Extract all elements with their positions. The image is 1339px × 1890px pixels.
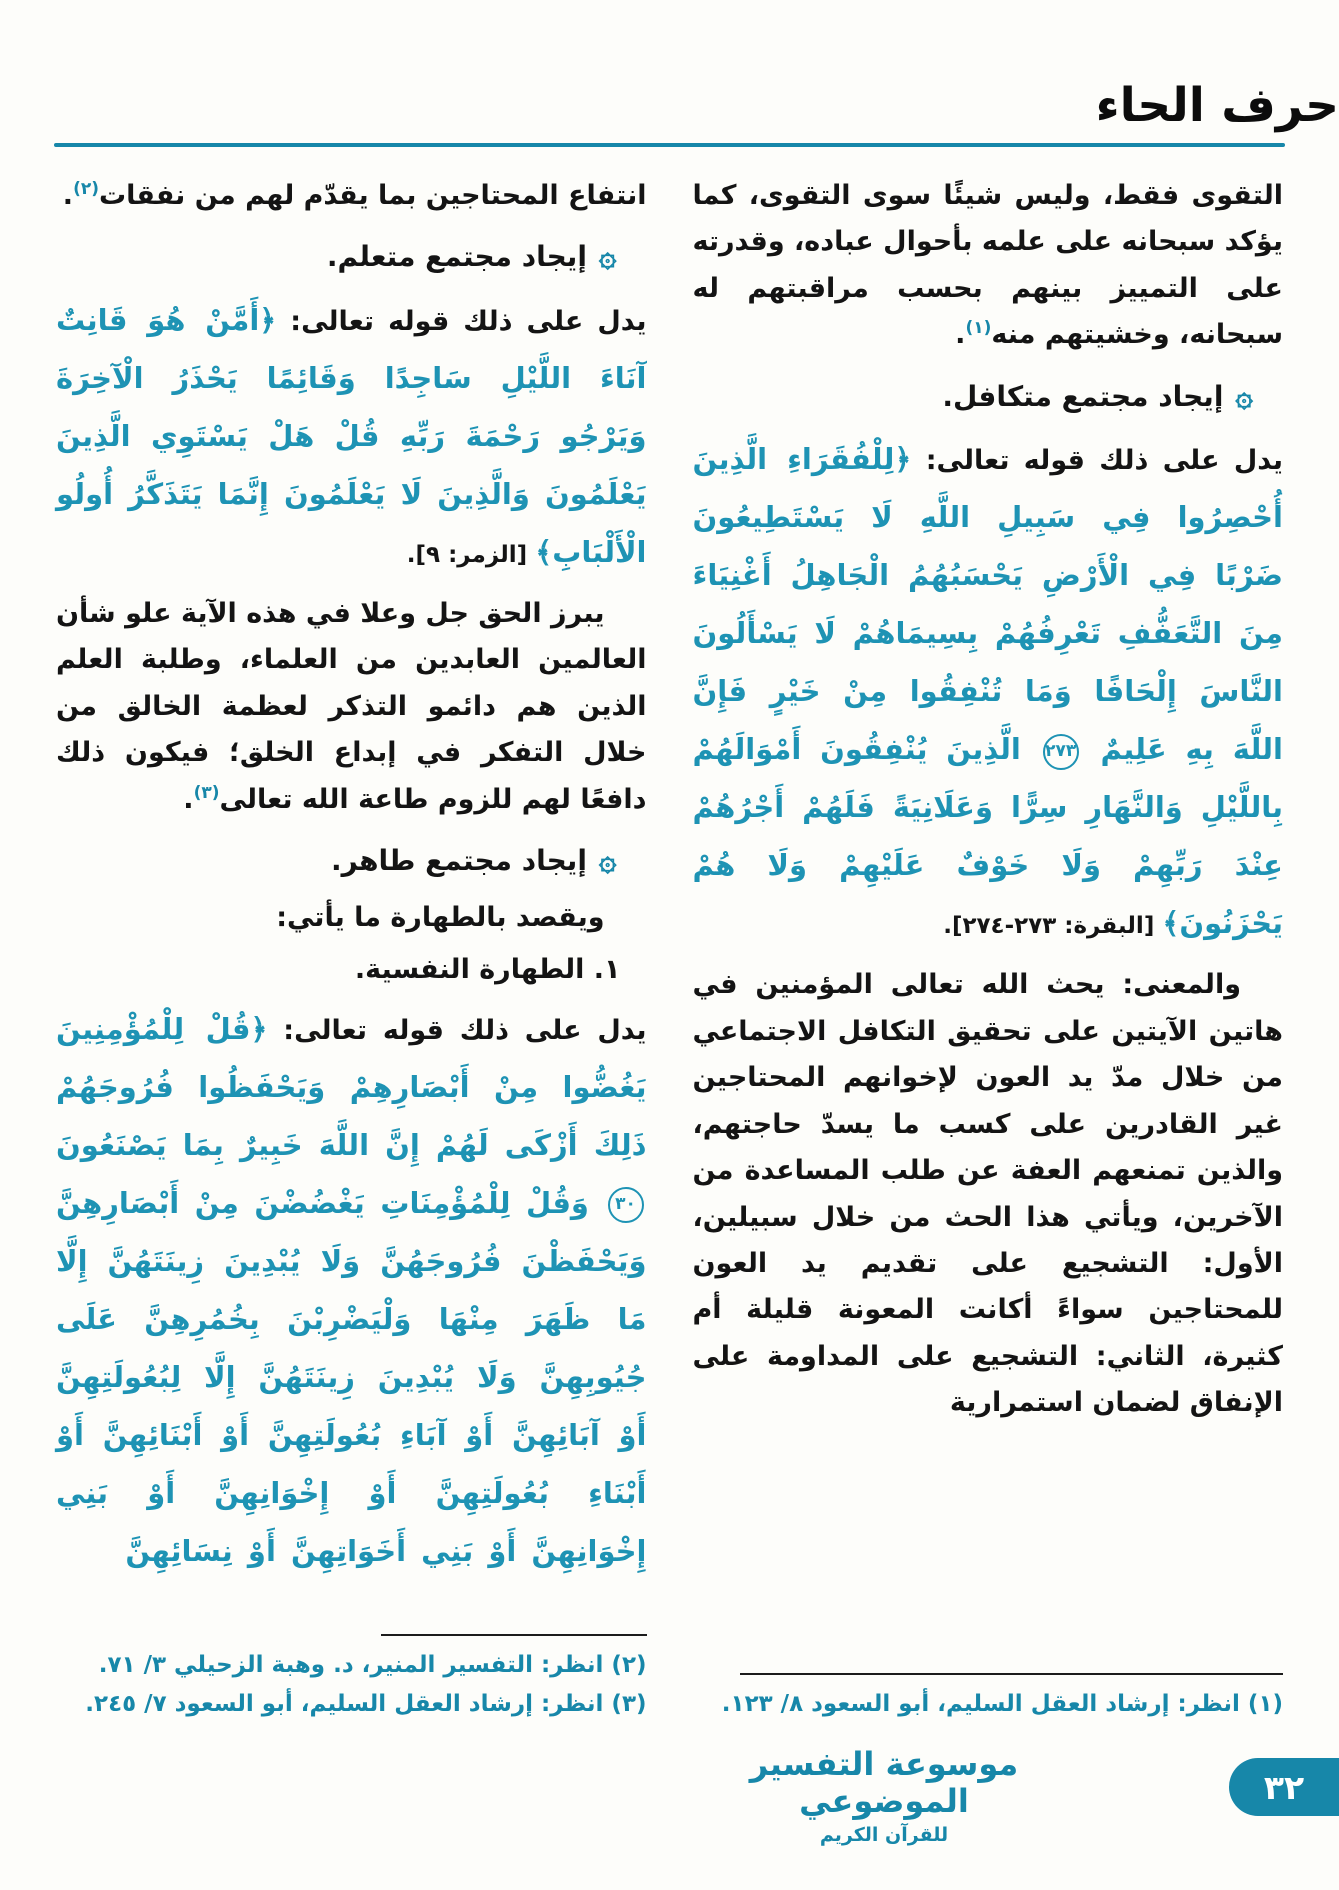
quran-block xyxy=(693,430,1284,952)
paragraph-block xyxy=(56,173,647,219)
paragraph-block xyxy=(56,895,647,941)
quran-verse-text: الَّذِينَ يُنْفِقُونَ أَمْوَالَهُمْ بِاللَّيْلِ وَالنَّهَارِ سِرًّا وَعَلَانِيَةً فَلَهُمْ أَجْرُهُمْ عِنْدَ رَبِّهِمْ وَلَا خَوْفٌ عَلَيْهِمْ وَلَا هُمْ يَحْزَنُونَ﴾ xyxy=(692,732,1283,941)
footnotes-right xyxy=(693,1673,1284,1728)
column-right xyxy=(693,173,1284,1728)
rub-el-hizb-ornament-icon: ۞ xyxy=(1235,378,1253,414)
footnotes-left xyxy=(56,1634,647,1728)
subheading-text: ١. الطهارة النفسية. xyxy=(354,954,621,986)
footnote-ref: (٣) xyxy=(193,782,220,803)
footnote-separator xyxy=(381,1634,647,1636)
chapter-title: حرف الحاء xyxy=(1095,78,1339,133)
quran-block xyxy=(56,1000,647,1580)
heading-text: إيجاد مجتمع طاهر. xyxy=(331,844,587,878)
subheading-block xyxy=(56,947,647,993)
heading-block xyxy=(693,371,1284,423)
page-header xyxy=(0,0,1339,147)
publisher-seal xyxy=(747,1746,1021,1846)
page-number-badge xyxy=(1229,1758,1339,1816)
column-left xyxy=(56,173,647,1728)
quran-verse-text: ﴿أَمَّنْ هُوَ قَانِتٌ آنَاءَ اللَّيْلِ سَاجِدًا وَقَائِمًا يَحْذَرُ الْآخِرَةَ وَيَرْجُو رَحْمَةَ رَبِّهِ قُلْ هَلْ يَسْتَوِي الَّذِينَ يَعْلَمُونَ وَالَّذِينَ لَا يَعْلَمُونَ إِنَّمَا يَتَذَكَّرُ أُولُو الْأَلْبَابِ﴾ xyxy=(56,303,647,570)
text-columns xyxy=(0,147,1339,1728)
heading-text: إيجاد مجتمع متعلم. xyxy=(326,240,587,274)
quran-verse-text: ﴿لِلْفُقَرَاءِ الَّذِينَ أُحْصِرُوا فِي سَبِيلِ اللَّهِ لَا يَسْتَطِيعُونَ ضَرْبًا فِي الْأَرْضِ يَحْسَبُهُمُ الْجَاهِلُ أَغْنِيَاءَ مِنَ التَّعَفُّفِ تَعْرِفُهُمْ بِسِيمَاهُمْ لَا يَسْأَلُونَ النَّاسَ إِلْحَافًا وَمَا تُنْفِقُوا مِنْ خَيْرٍ فَإِنَّ اللَّهَ بِهِ عَلِيمٌ xyxy=(692,442,1283,767)
quran-verse-text: ﴿قُلْ لِلْمُؤْمِنِينَ يَغُضُّوا مِنْ أَبْصَارِهِمْ وَيَحْفَظُوا فُرُوجَهُمْ ذَلِكَ أَزْكَى لَهُمْ إِنَّ اللَّهَ خَبِيرٌ بِمَا يَصْنَعُونَ xyxy=(56,1011,647,1162)
verse-citation: [الزمر: ٩]. xyxy=(406,542,536,569)
paragraph-text: والمعنى: يحث الله تعالى المؤمنين في هاتين الآيتين على تحقيق التكافل الاجتماعي من خلال مدّ يد العون لإخوانهم المحتاجين غير القادرين على كسب ما يسدّ حاجتهم، والذين تمنعهم العفة عن طلب المساعدة من الآخرين، ويأتي هذا الحث من خلال سبيلين، الأول: التشجيع على تقديم يد العون للمحتاجين سواءً أكانت المعونة قليلة أم كثيرة، الثاني: التشجيع على المداومة على الإنفاق لضمان استمرارية xyxy=(692,969,1283,1419)
quran-block xyxy=(56,291,647,581)
ayah-number-marker: ٢٧٣ xyxy=(1043,734,1079,770)
paragraph-text: انتفاع المحتاجين بما يقدّم لهم من نفقات xyxy=(99,180,647,211)
heading-block xyxy=(56,231,647,283)
column-right-blocks xyxy=(693,173,1284,1431)
paragraph-block xyxy=(693,173,1284,359)
sentence-tail: . xyxy=(62,180,74,211)
quran-intro: يدل على ذلك قوله تعالى: xyxy=(267,1014,647,1046)
footnote-text: (٣) انظر: إرشاد العقل السليم، أبو السعود ٧/ ٢٤٥. xyxy=(85,1690,647,1717)
paragraph-block xyxy=(56,591,647,823)
footnote-separator xyxy=(740,1673,1283,1675)
quran-verse-text: وَقُلْ لِلْمُؤْمِنَاتِ يَغْضُضْنَ مِنْ أَبْصَارِهِنَّ وَيَحْفَظْنَ فُرُوجَهُنَّ وَلَا يُبْدِينَ زِينَتَهُنَّ إِلَّا مَا ظَهَرَ مِنْهَا وَلْيَضْرِبْنَ بِخُمُرِهِنَّ عَلَى جُيُوبِهِنَّ وَلَا يُبْدِينَ زِينَتَهُنَّ إِلَّا لِبُعُولَتِهِنَّ أَوْ آبَائِهِنَّ أَوْ آبَاءِ بُعُولَتِهِنَّ أَوْ أَبْنَائِهِنَّ أَوْ أَبْنَاءِ بُعُولَتِهِنَّ أَوْ إِخْوَانِهِنَّ أَوْ بَنِي إِخْوَانِهِنَّ أَوْ بَنِي أَخَوَاتِهِنَّ أَوْ نِسَائِهِنَّ xyxy=(56,1185,647,1568)
paragraph-text: ويقصد بالطهارة ما يأتي: xyxy=(276,901,605,933)
column-left-blocks xyxy=(56,173,647,1590)
seal-subtitle: للقرآن الكريم xyxy=(819,1823,949,1846)
paragraph-block xyxy=(693,962,1284,1426)
ayah-number-marker: ٣٠ xyxy=(608,1187,644,1223)
heading-block xyxy=(56,835,647,887)
footnote-ref: (٢) xyxy=(73,179,100,199)
sentence-tail: . xyxy=(183,783,194,815)
quran-intro: يدل على ذلك قوله تعالى: xyxy=(276,306,647,338)
footnote-text: (٢) انظر: التفسير المنير، د. وهبة الزحيلي ٣/ ٧١. xyxy=(98,1651,647,1678)
rub-el-hizb-ornament-icon: ۞ xyxy=(598,843,617,879)
verse-citation: [البقرة: ٢٧٣-٢٧٤]. xyxy=(943,913,1163,940)
footnote-ref: (١) xyxy=(965,318,992,339)
quran-intro: يدل على ذلك قوله تعالى: xyxy=(911,445,1284,477)
sentence-tail: . xyxy=(955,319,966,351)
paragraph-text: يبرز الحق جل وعلا في هذه الآية علو شأن العالمين العابدين من العلماء، وطلبة العلم الذين هم دائمو التذكر لعظمة الخالق من خلال التفكر في إبداع الخلق؛ فيكون ذلك دافعًا لهم للزوم طاعة الله تعالى xyxy=(56,598,647,815)
seal-title: موسوعة التفسير الموضوعي xyxy=(749,1745,1019,1820)
footnote-text: (١) انظر: إرشاد العقل السليم، أبو السعود ٨/ ١٢٣. xyxy=(721,1690,1283,1717)
rub-el-hizb-ornament-icon: ۞ xyxy=(598,239,617,275)
paragraph-text: التقوى فقط، وليس شيئًا سوى التقوى، كما يؤكد سبحانه على علمه بأحوال عباده، وقدرته على التمييز بينهم بحسب مراقبتهم له سبحانه، وخشيتهم منه xyxy=(692,180,1283,351)
page-number: ٣٢ xyxy=(1263,1767,1305,1807)
heading-text: إيجاد مجتمع متكافل. xyxy=(942,379,1224,413)
